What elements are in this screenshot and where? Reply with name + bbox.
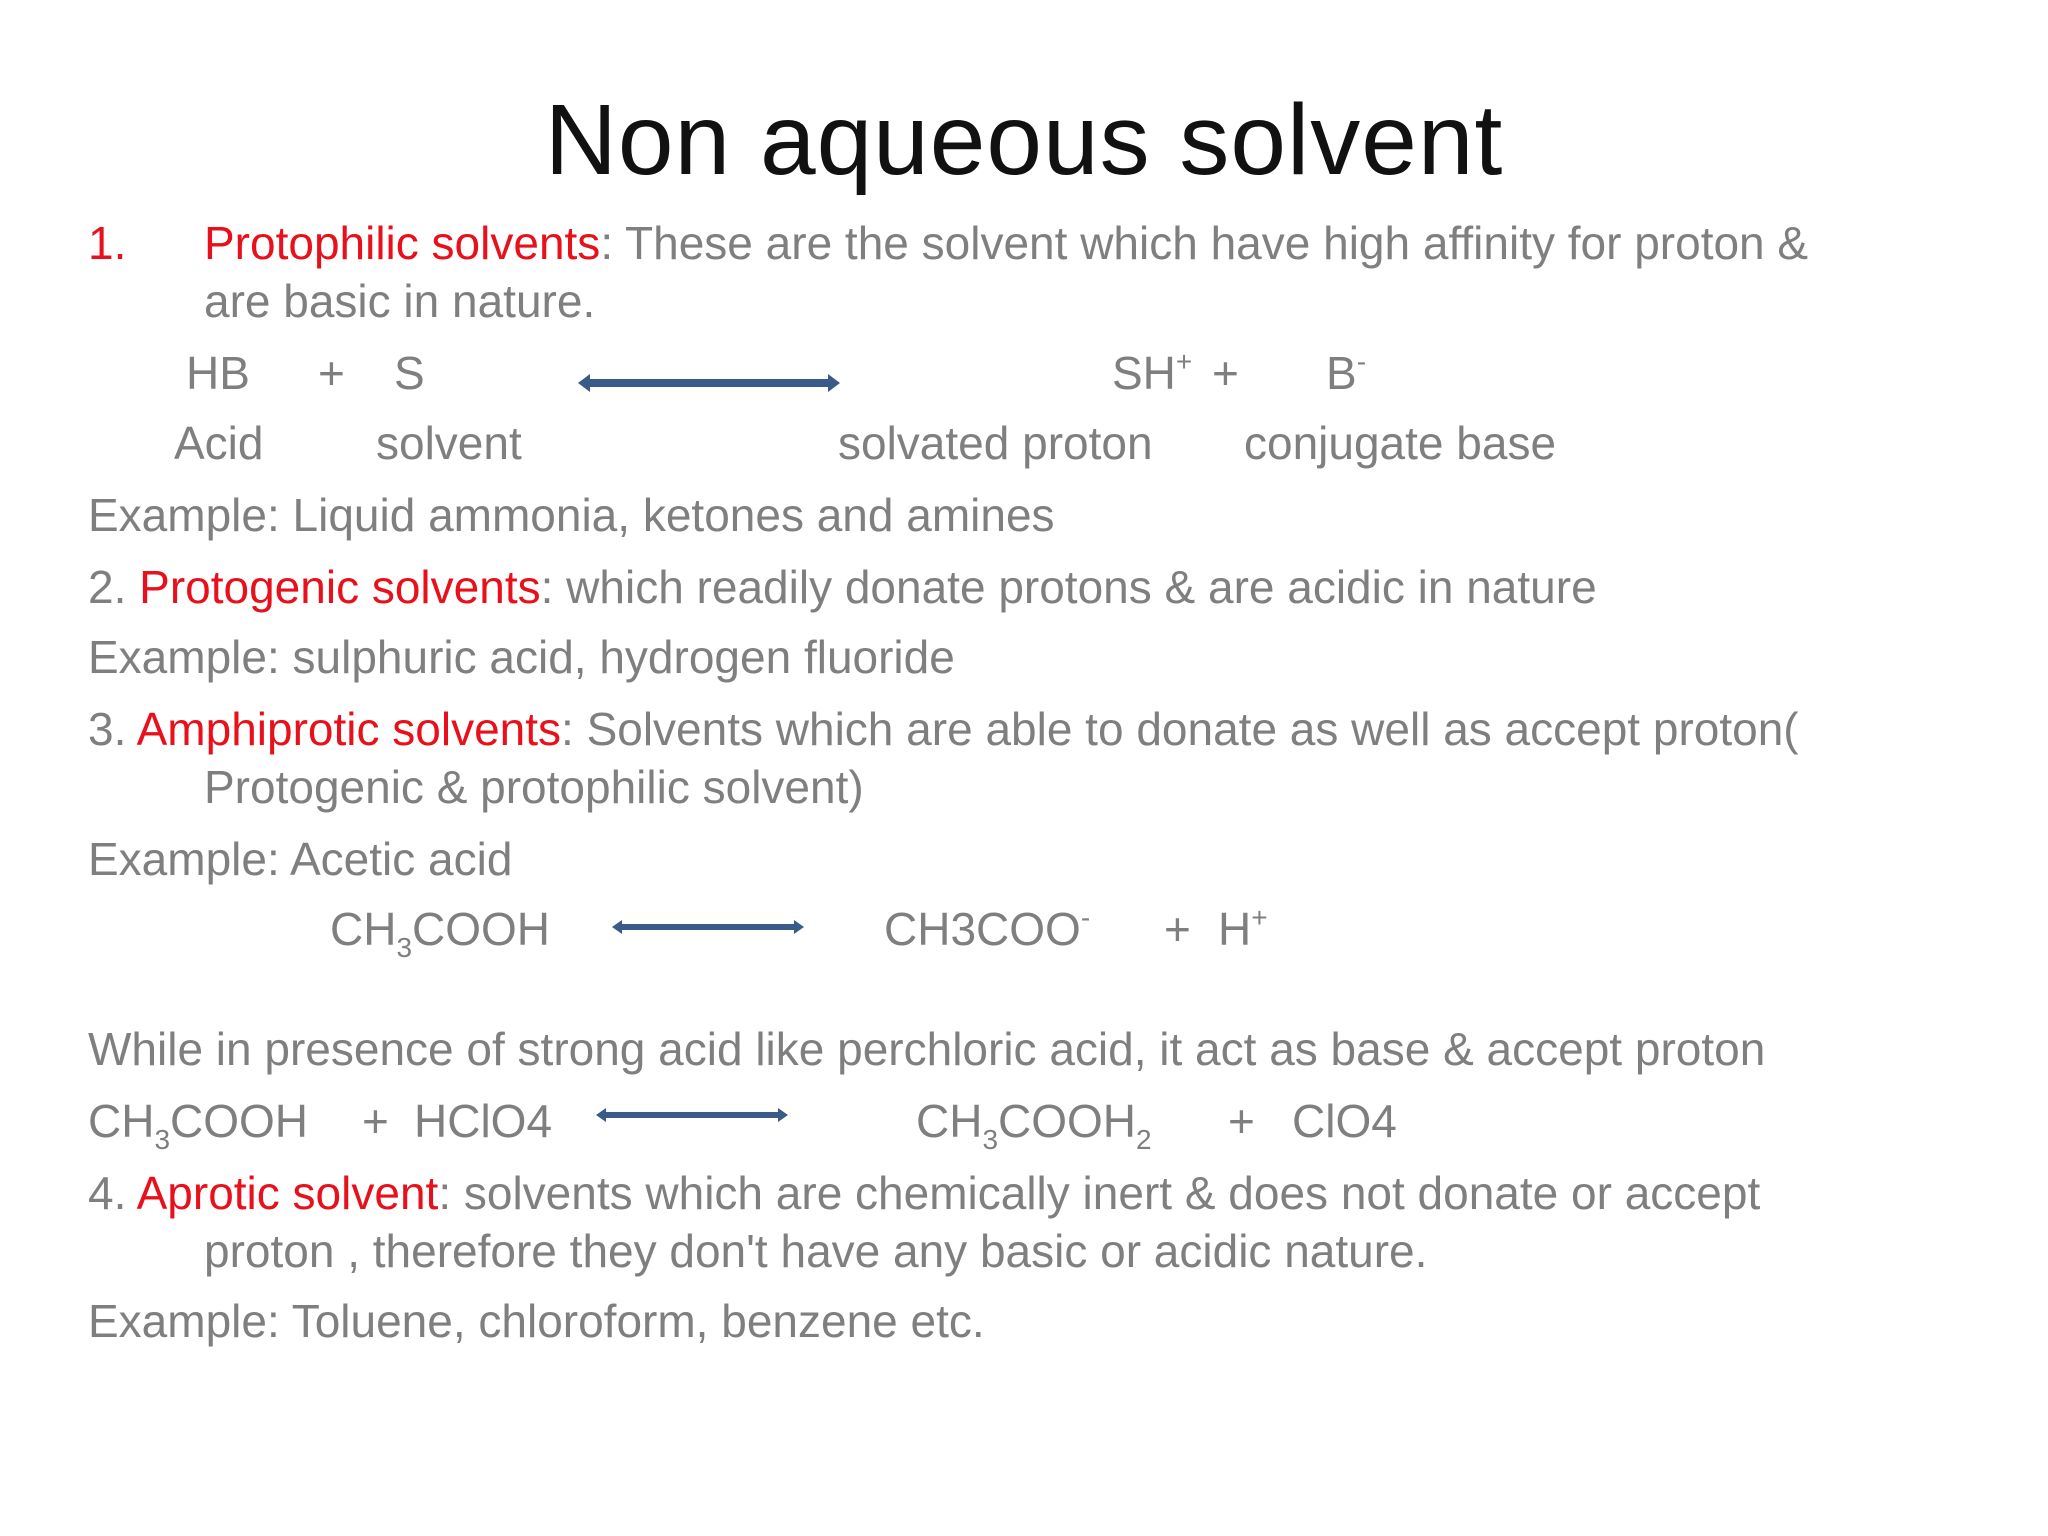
item-3-desc-line-2: Protogenic & protophilic solvent)	[204, 761, 864, 813]
item-1-line-1	[88, 214, 126, 272]
item-4-term: Aprotic solvent	[136, 1167, 439, 1219]
item-1-desc-line-1: : These are the solvent which have high affinity for proton &	[600, 217, 1809, 269]
eq3-double-headed-arrow-icon	[592, 1102, 792, 1128]
item-4	[88, 1164, 1760, 1222]
item-4-desc-line-2: proton , therefore they don't have any basic or acidic nature.	[204, 1225, 1428, 1277]
item-4-desc-line-1: : solvents which are chemically inert & does not donate or accept	[438, 1167, 1761, 1219]
eq1-plus-2: +	[1212, 347, 1239, 399]
eq1-label-conjugate-base: conjugate base	[1244, 417, 1557, 469]
eq3-plus-2: +	[1228, 1095, 1255, 1147]
item-1-desc-line-2: are basic in nature.	[204, 275, 596, 327]
eq1-s: S	[394, 347, 425, 399]
eq2-right: CH3COO-	[884, 902, 1091, 955]
eq1-hb: HB	[186, 347, 250, 399]
eq2-left: $CH_3COOH$	[330, 903, 551, 963]
eq1-label-acid: Acid	[174, 417, 264, 469]
eq1-plus-1: +	[318, 347, 345, 399]
strong-acid-line: While in presence of strong acid like perchloric acid, it act as base & accept proton	[88, 1023, 1766, 1075]
item-1-text	[204, 214, 1808, 272]
eq3-left: $CH_3COOH$	[88, 1095, 309, 1155]
example-2: Example: sulphuric acid, hydrogen fluoride	[88, 631, 955, 683]
item-1-number: 1.	[88, 217, 127, 269]
item-1-term: Protophilic solvents	[204, 217, 601, 269]
item-3	[88, 700, 1799, 758]
eq3-clo4: ClO4	[1292, 1095, 1397, 1147]
example-1: Example: Liquid ammonia, ketones and amines	[88, 489, 1055, 541]
eq1-label-solvent: solvent	[376, 417, 522, 469]
eq3-hclo4: HClO4	[414, 1095, 553, 1147]
item-2-desc: : which readily donate protons & are acidic in nature	[540, 561, 1597, 613]
eq2-plus: +	[1164, 903, 1191, 955]
eq2-h: H+	[1218, 902, 1268, 955]
eq1-b: B-	[1326, 346, 1367, 399]
eq1-label-solvated-proton: solvated proton	[838, 417, 1153, 469]
item-3-desc-line-1: : Solvents which are able to donate as well as accept proton(	[561, 703, 1799, 755]
eq1-sh: SH+	[1112, 346, 1193, 399]
eq3-plus-1: +	[362, 1095, 389, 1147]
item-3-number: 3.	[88, 703, 137, 755]
example-3: Example: Acetic acid	[88, 833, 513, 885]
eq3-right: $CH_3COOH_2$	[916, 1095, 1152, 1155]
example-4: Example: Toluene, chloroform, benzene etc.	[88, 1295, 985, 1347]
slide-title: Non aqueous solvent	[544, 84, 1504, 196]
item-2-number: 2.	[88, 561, 140, 613]
item-3-term: Amphiprotic solvents	[136, 703, 562, 755]
item-2	[88, 558, 1597, 616]
eq2-double-headed-arrow-icon	[608, 914, 808, 940]
item-2-term: Protogenic solvents	[139, 561, 541, 613]
item-4-number: 4.	[88, 1167, 137, 1219]
eq1-double-headed-arrow-icon	[574, 368, 844, 398]
